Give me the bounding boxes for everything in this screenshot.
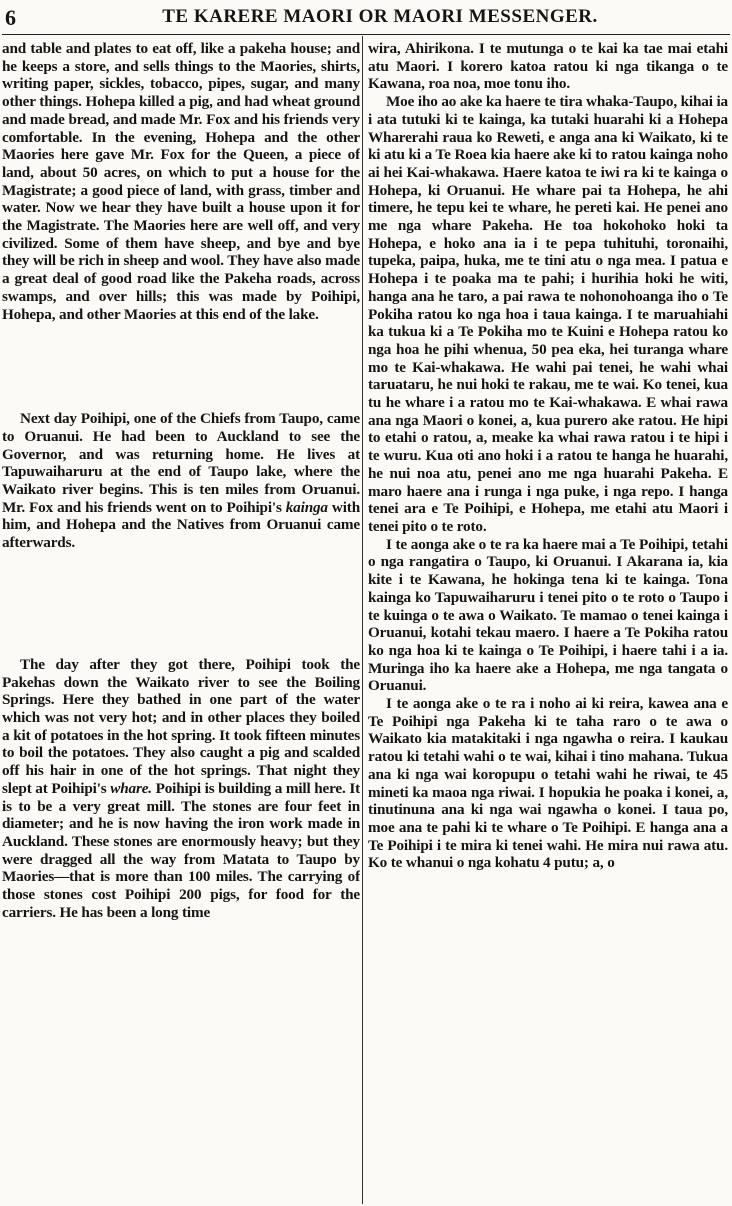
english-paragraph-1: and table and plates to eat off, like a pakeha house; and he keeps a store, and sells things to the Maories, shirts, writing paper, sickles, tobacco, pipes, sugar, and many other things. Hohepa killed a pig, and had wheat ground and made bread, and made Mr. Fox and his friends very comfortable. In the evening, Hohepa and the other Maories here gave Mr. Fox for the Queen, a piece of land, about 50 acres, on which to put a house for the Magistrate; a good piece of land, with grass, timber and water. Now we hear they have built a house upon it for the Magistrate. The Maories here are well off, and very civilized. Some of them have sheep, and bye and bye they will be rich in sheep and wool. They have also made a great deal of good road like the Pakeha roads, across swamps, and over hills; this was made by Poihipi, Hohepa, and other Maories at this end of the lake. bbox=[2, 40, 360, 323]
english-paragraph-3-italic: whare. bbox=[110, 779, 152, 797]
english-paragraph-2-italic: kainga bbox=[285, 498, 328, 516]
running-title: TE KARERE MAORI OR MAORI MESSENGER. bbox=[162, 6, 598, 27]
maori-paragraph-3: I te aonga ake o te ra ka haere mai a Te Poihipi, tetahi o nga rangatira o Taupo, ki Oruanui. I Akarana ia, kia kite i te Kawana, he hokinga tena ki te kainga. Tona kainga ko Tapuwaiharuru i tenei pito o te roto o Taupo i te kuinga o te awa o Waikato. Te mamao o tenei kainga i Oruanui, kotahi tekau maero. I haere a Te Pokiha ratou ko nga hoa ki te kainga o Te Poihipi, i haere tahi i a ia. Muringa iho ka haere ake a Hohepa, me nga tangata o Oruanui. bbox=[368, 535, 728, 695]
header-rule bbox=[2, 34, 730, 35]
maori-column bbox=[368, 40, 728, 1202]
english-paragraph-2-text-end: with him, and Hohepa and the Natives from Oruanui came afterwards. bbox=[2, 498, 360, 552]
page-number: 6 bbox=[5, 5, 16, 30]
paragraph-spacer bbox=[2, 323, 360, 410]
maori-paragraph-1: wira, Ahirikona. I te mutunga o te kai ka tae mai etahi atu Maori. I korero katoa ratou ki nga tikanga o te Kawana, roa noa, moe tonu iho. bbox=[368, 40, 728, 93]
english-column bbox=[2, 40, 360, 1202]
paragraph-spacer bbox=[2, 552, 360, 656]
english-paragraph-2 bbox=[2, 410, 360, 552]
english-paragraph-3-text-end: Poihipi is building a mill here. It is to be a very great mill. The stones are four feet in diameter; and he is now having the iron work made in Auckland. These stones are enormously heavy; but they were dragged all the way from Matata to Taupo by Maories—that is more than 100 miles. The carrying of those stones cost Poihipi 200 pigs, for food for the carriers. He has been a long time bbox=[2, 779, 360, 921]
column-divider bbox=[362, 36, 363, 1204]
english-paragraph-3 bbox=[2, 656, 360, 922]
maori-paragraph-4: I te aonga ake o te ra i noho ai ki reira, kawea ana e Te Poihipi nga Pakeha ki te taha raro o te awa o Waikato kia matakitaki i nga ngawha o reira. I kaukau ratou ki tetahi wahi o te wai, kihai i tino mahana. Tukua ana ki nga wai koropupu o tetahi wahi he riwai, te 45 mineti ka maoa nga riwai. I hopukia he poaka i konei, a, tinutinuna ana ki nga wai ngawha o konei. I taua po, moe ana te pahi ki te whare o Te Poihipi. E hanga ana a Te Poihipi i te mira ki tenei wahi. He mira nui rawa atu. Ko te whanui o nga kohatu 4 putu; a, o bbox=[368, 695, 728, 872]
page-header bbox=[0, 0, 732, 40]
maori-paragraph-2: Moe iho ao ake ka haere te tira whaka-Taupo, kihai ia i ata tutuki ki te kainga, ka tutaki huarahi ki a Hohepa Wharerahi raua ko Reweti, e anga ana ki Waikato, ki te ki atu ki a Te Roea kia haere ake ki to ratou kainga noho ai hei Kai-whakawa. Haere katoa te iwi ra ki te kainga o Hohepa, ki Oruanui. He whare pai ta Hohepa, he ahi timere, he tepu kei te whare, he pereti kai. He penei ano me nga whare Pakeha. He toa hokohoko hoki ta Hohepa, e hoko ana ia i te pepa tuhituhi, toronaihi, tupeka, paipa, huka, me te tini atu o nga mea. I patua e Hohepa i te poaka ma te pahi; i hurihia hoki he witi, hanga ana he taro, a pai rawa te nohonohoanga iho o Te Pokiha ratou ko nga hoa i taua kainga. I te maruahiahi ka tukua ki a Te Pokiha mo te Kuini e Hohepa ratou ko nga hoa he pihi whenua, 50 pea eka, hei turanga whare mo te Kai-whakawa. He wahi pai tenei, he wahi whai taruataru, he nui hoki te rakau, me te wai. Ko tenei, kua tu he whare i a ratou mo te Kai-whakawa. E whai rawa ana nga Maori o konei, a, kua purero ake ratou. He hipi to etahi o ratou, a, meake ka whai rawa ratou i te hipi i te wuru. Kua oti ano hoki i a ratou te hanga he huarahi, he nui noa atu, penei ano me nga huarahi Pakeha. E maro haere ana i runga i nga puke, i nga repo. I hanga tenei ara e Te Poihipi, e Hohepa, me etahi atu Maori i tenei pito o te roto. bbox=[368, 93, 728, 535]
english-paragraph-3-text: The day after they got there, Poihipi took the Pakehas down the Waikato river to see the Boiling Springs. Here they bathed in one part of the water which was not very hot; and in other places they boiled a kit of potatoes in the hot spring. It took fifteen minutes to boil the potatoes. They also caught a pig and scalded off his hair in one of the hot springs. That night they slept at Poihipi's bbox=[2, 655, 360, 797]
english-paragraph-2-text: Next day Poihipi, one of the Chiefs from Taupo, came to Oruanui. He had been to Auckland to see the Governor, and was returning home. He lives at Tapuwaiharuru at the end of Taupo lake, where the Waikato river begins. This is ten miles from Oruanui. Mr. Fox and his friends went on to Poihipi's bbox=[2, 410, 360, 516]
